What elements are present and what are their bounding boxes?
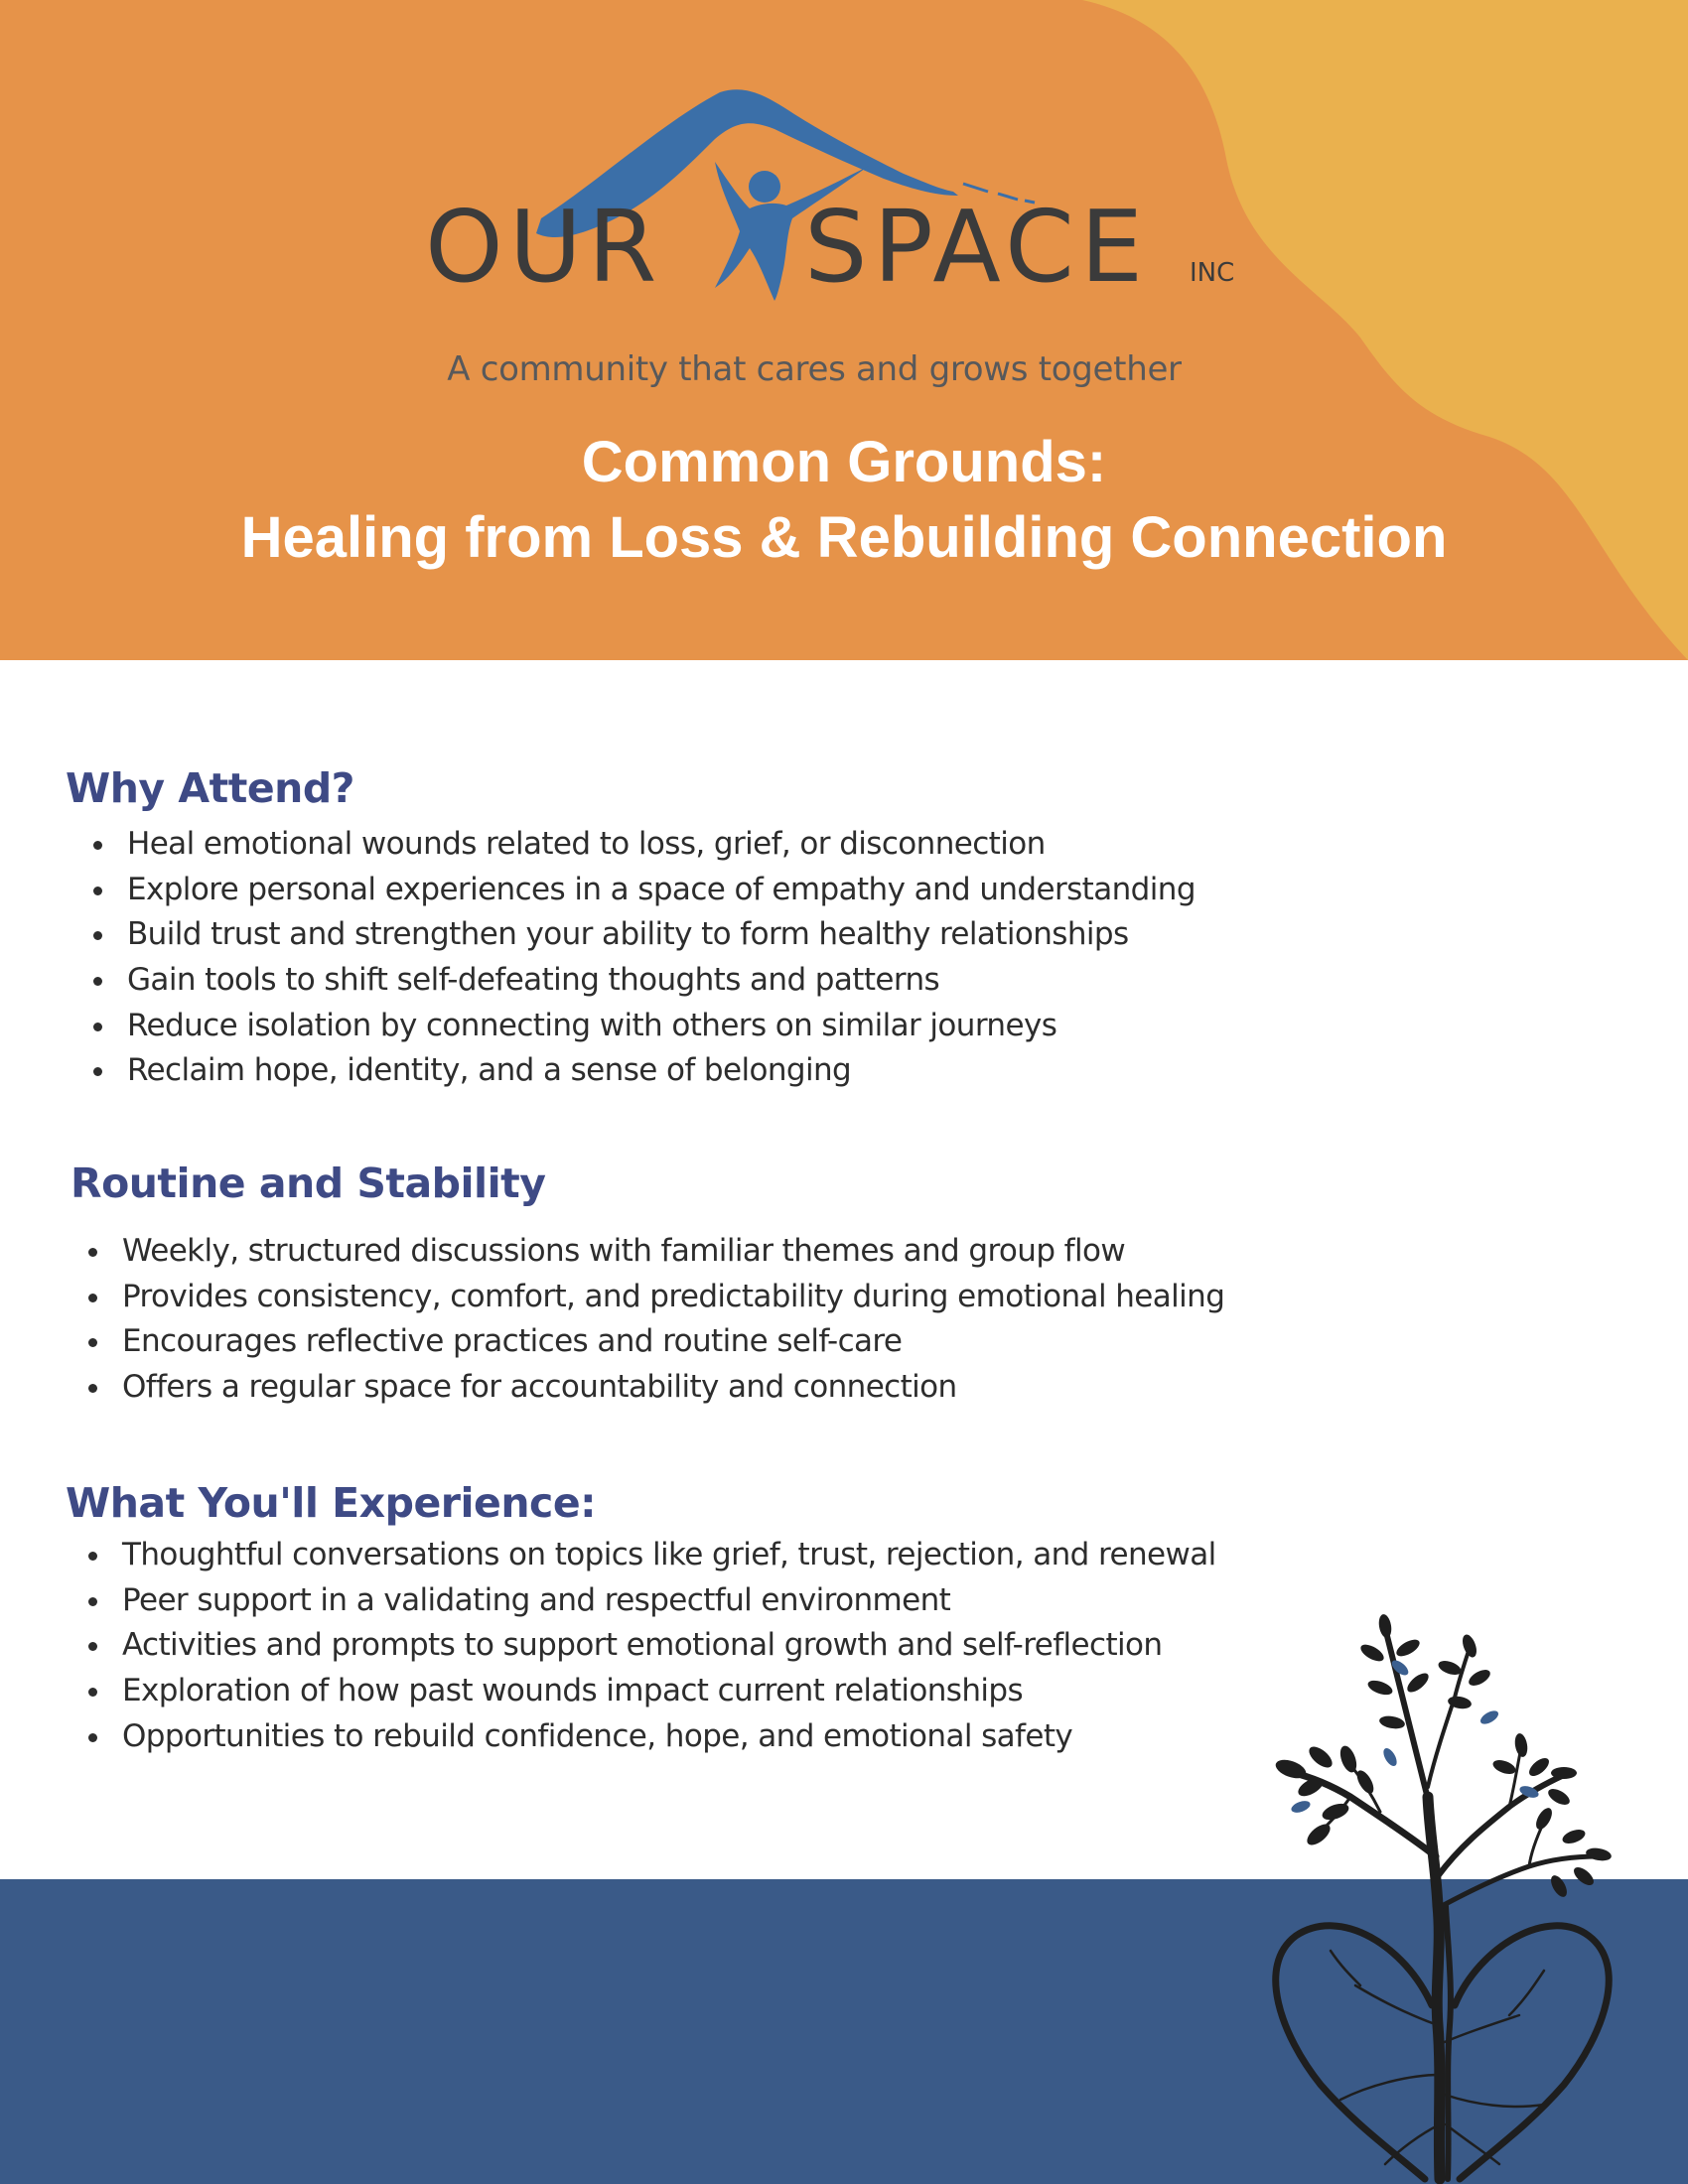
list-item: Activities and prompts to support emotional growth and self-reflection <box>0 1623 1589 1669</box>
list-item: Build trust and strengthen your ability to form healthy relationships <box>0 912 1589 958</box>
bullet-icon <box>88 1597 97 1606</box>
bullet-icon <box>88 1688 97 1697</box>
list-item: Provides consistency, comfort, and predictability during emotional healing <box>0 1275 1589 1320</box>
bullet-icon <box>93 931 102 940</box>
bullet-icon <box>88 1733 97 1742</box>
list-item: Exploration of how past wounds impact current relationships <box>0 1669 1589 1714</box>
heart-tree-icon <box>1261 1608 1628 2184</box>
section-why-attend <box>0 764 1589 1094</box>
bullet-icon <box>88 1384 97 1393</box>
list-item: Reclaim hope, identity, and a sense of belonging <box>0 1048 1589 1094</box>
section-routine-stability <box>0 1160 1589 1411</box>
list-item: Offers a regular space for accountability and connection <box>0 1365 1589 1411</box>
bullet-icon <box>88 1338 97 1347</box>
list-item: Explore personal experiences in a space of empathy and understanding <box>0 868 1589 913</box>
list-item: Reduce isolation by connecting with others on similar journeys <box>0 1004 1589 1049</box>
brand-name-right: SPACE <box>804 189 1150 303</box>
bullet-list <box>0 822 1589 1094</box>
list-item: Opportunities to rebuild confidence, hope, and emotional safety <box>0 1714 1589 1760</box>
list-item: Gain tools to shift self-defeating thoughts and patterns <box>0 958 1589 1004</box>
bullet-icon <box>93 887 102 895</box>
section-heading: Routine and Stability <box>70 1160 546 1207</box>
brand-suffix: INC <box>1190 258 1235 288</box>
bullet-icon <box>93 841 102 850</box>
section-heading: What You'll Experience: <box>66 1479 597 1527</box>
bullet-icon <box>88 1248 97 1257</box>
brand-name-left: OUR <box>425 189 663 303</box>
list-item: Heal emotional wounds related to loss, grief, or disconnection <box>0 822 1589 868</box>
bullet-icon <box>93 1067 102 1076</box>
list-item: Thoughtful conversations on topics like grief, trust, rejection, and renewal <box>0 1533 1589 1578</box>
bullet-list <box>0 1229 1589 1411</box>
our-space-logo <box>417 84 1281 303</box>
section-heading: Why Attend? <box>66 764 354 812</box>
page-title <box>0 425 1688 576</box>
title-line-2: Healing from Loss & Rebuilding Connection <box>240 505 1448 570</box>
bullet-icon <box>93 977 102 986</box>
bullet-icon <box>93 1023 102 1031</box>
bullet-icon <box>88 1552 97 1561</box>
list-item: Encourages reflective practices and routine self-care <box>0 1319 1589 1365</box>
list-item: Peer support in a validating and respectful environment <box>0 1578 1589 1624</box>
tagline: A community that cares and grows together <box>447 349 1182 389</box>
bullet-icon <box>88 1294 97 1302</box>
title-line-1: Common Grounds: <box>581 430 1107 494</box>
bullet-icon <box>88 1642 97 1651</box>
list-item: Weekly, structured discussions with familiar themes and group flow <box>0 1229 1589 1275</box>
header-banner <box>0 0 1688 660</box>
